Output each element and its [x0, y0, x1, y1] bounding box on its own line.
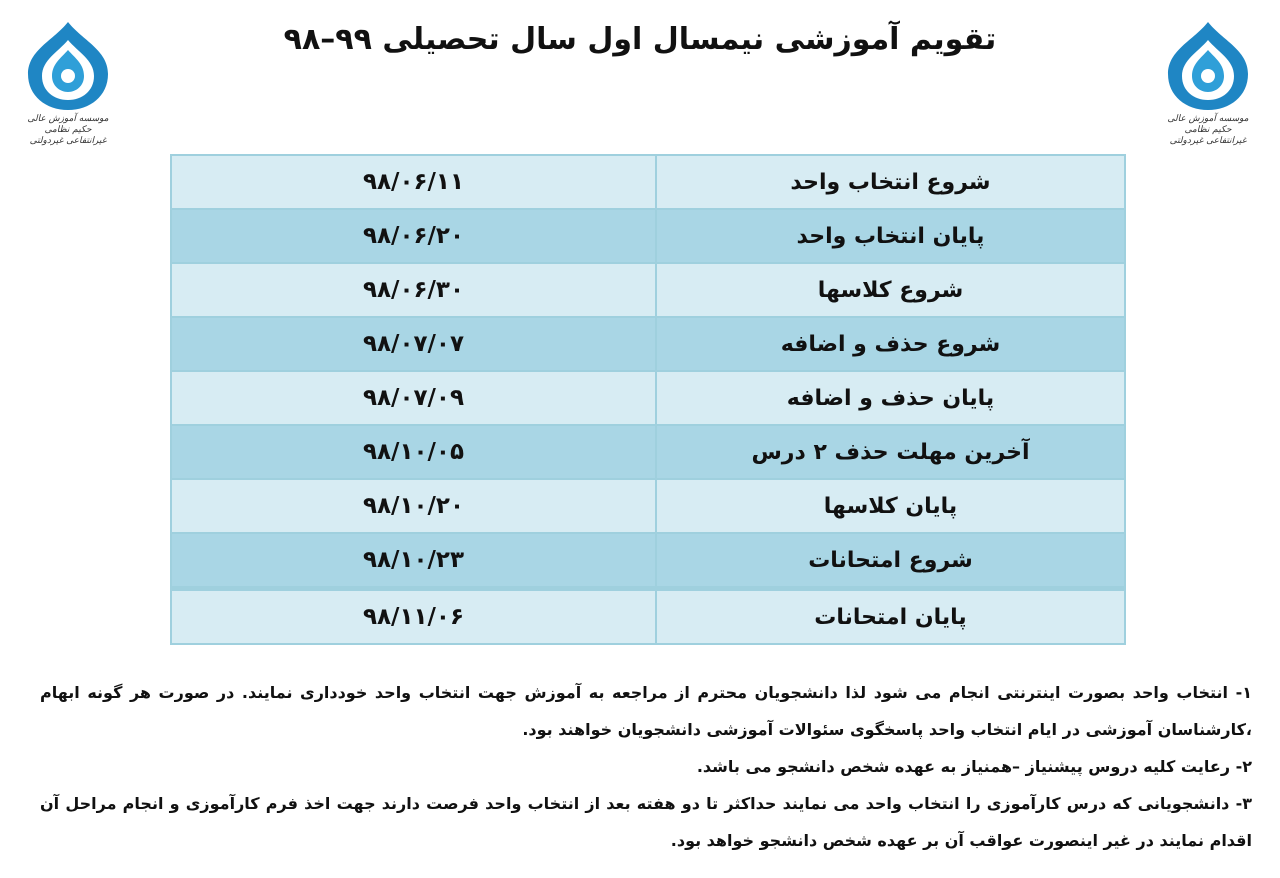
note-2: ۲- رعایت کلیه دروس پیشنیاز –همنیاز به عهده شخص دانشجو می باشد. [696, 757, 1252, 776]
table-row [171, 209, 1125, 263]
logo-caption: موسسه آموزش عالی حکیم نظامی غیرانتفاعی غیردولتی [27, 114, 109, 146]
academic-calendar-table [170, 154, 1126, 645]
table-row [171, 317, 1125, 371]
institute-logo-left [18, 18, 118, 148]
event-cell: پایان امتحانات [656, 589, 1125, 645]
event-cell: آخرین مهلت حذف ۲ درس [656, 425, 1125, 479]
table-row [171, 425, 1125, 479]
drop-logo-icon [1158, 18, 1258, 114]
table-row [171, 589, 1125, 645]
logo-caption: موسسه آموزش عالی حکیم نظامی غیرانتفاعی غیردولتی [1167, 114, 1249, 146]
calendar-body [171, 155, 1125, 644]
table-row [171, 263, 1125, 317]
event-cell: شروع حذف و اضافه [656, 317, 1125, 371]
table-row [171, 371, 1125, 425]
table-row [171, 479, 1125, 533]
date-cell: ۹۸/۰۶/۱۱ [171, 155, 656, 209]
notes-section [40, 674, 1252, 859]
event-cell: شروع امتحانات [656, 533, 1125, 589]
date-cell: ۹۸/۰۶/۲۰ [171, 209, 656, 263]
page-title: تقویم آموزشی نیمسال اول سال تحصیلی ۹۹–۹۸ [283, 22, 997, 57]
institute-logo-right [1158, 18, 1258, 148]
date-cell: ۹۸/۱۰/۲۰ [171, 479, 656, 533]
table-row [171, 533, 1125, 589]
date-cell: ۹۸/۰۶/۳۰ [171, 263, 656, 317]
note-1: ۱- انتخاب واحد بصورت اینترنتی انجام می شود لذا دانشجویان محترم از مراجعه به آموزش جهت انتخاب واحد خودداری نمایند. در صورت هر گونه ابهام ،کارشناسان آموزشی در ایام انتخاب واحد پاسخگوی سئوالات آموزشی دانشجویان خواهند بود. [40, 683, 1252, 739]
event-cell: پایان حذف و اضافه [656, 371, 1125, 425]
table-row [171, 155, 1125, 209]
note-3: ۳- دانشجویانی که درس کارآموزی را انتخاب واحد می نمایند حداکثر تا دو هفته بعد از انتخاب واحد فرصت دارند جهت اخذ فرم کارآموزی و انجام مراحل آن اقدام نمایند در غیر اینصورت عواقب آن بر عهده شخص دانشجو خواهد بود. [40, 794, 1252, 850]
event-cell: شروع انتخاب واحد [656, 155, 1125, 209]
event-cell: شروع کلاسها [656, 263, 1125, 317]
date-cell: ۹۸/۰۷/۰۷ [171, 317, 656, 371]
date-cell: ۹۸/۱۰/۰۵ [171, 425, 656, 479]
date-cell: ۹۸/۱۱/۰۶ [171, 589, 656, 645]
event-cell: پایان انتخاب واحد [656, 209, 1125, 263]
date-cell: ۹۸/۱۰/۲۳ [171, 533, 656, 589]
date-cell: ۹۸/۰۷/۰۹ [171, 371, 656, 425]
event-cell: پایان کلاسها [656, 479, 1125, 533]
drop-logo-icon [18, 18, 118, 114]
